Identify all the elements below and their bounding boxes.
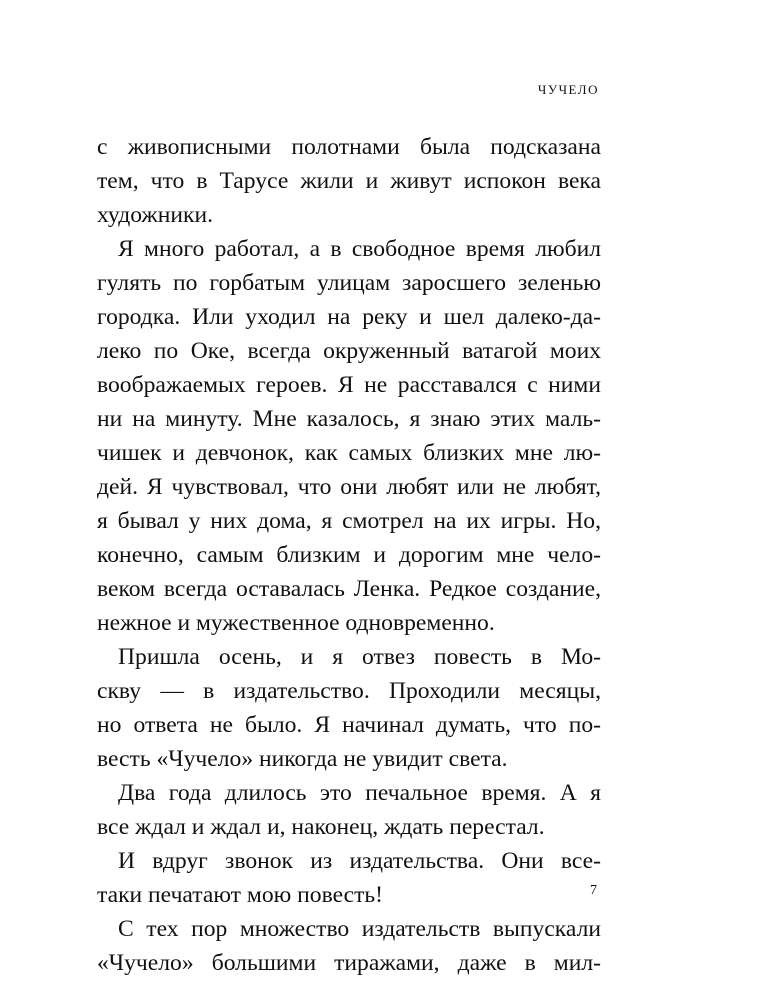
text-line: дей. Я чувствовал, что они любят или не любят, — [97, 474, 601, 500]
text-line: но ответа не было. Я начинал думать, что по- — [97, 712, 601, 738]
text-line: Пришла осень, и я отвез повесть в Мо- — [118, 644, 601, 670]
text-line: все ждал и ждал и, наконец, ждать перестал. — [97, 814, 545, 840]
text-line: я бывал у них дома, я смотрел на их игры. Но, — [97, 508, 601, 534]
text-line: Я много работал, а в свободное время любил — [118, 236, 601, 262]
text-line: веком всегда оставалась Ленка. Редкое создание, — [97, 576, 601, 602]
text-line: скву — в издательство. Проходили месяцы, — [97, 678, 601, 704]
text-line: художники. — [97, 202, 213, 228]
text-line: ни на минуту. Мне казалось, я знаю этих маль- — [97, 406, 601, 432]
text-line: Два года длилось это печальное время. А я — [118, 780, 601, 806]
text-line: И вдруг звонок из издательства. Они все- — [118, 848, 601, 874]
text-line: конечно, самым близким и дорогим мне чело- — [97, 542, 601, 568]
running-head: ЧУЧЕЛО — [537, 82, 599, 97]
text-line: тем, что в Тарусе жили и живут испокон века — [97, 168, 601, 194]
text-line: весть «Чучело» никогда не увидит света. — [97, 746, 508, 772]
text-line: гулять по горбатым улицам заросшего зеленью — [97, 270, 601, 296]
text-line: таки печатают мою повесть! — [97, 882, 384, 908]
text-line: нежное и мужественное одновременно. — [97, 610, 495, 636]
text-line: чишек и девчонок, как самых близких мне лю- — [97, 440, 601, 466]
page-number: 7 — [590, 883, 597, 898]
text-line: леко по Оке, всегда окруженный ватагой моих — [97, 338, 601, 364]
text-line: воображаемых героев. Я не расставался с ними — [97, 372, 601, 398]
text-line: городка. Или уходил на реку и шел далеко-да- — [97, 304, 601, 330]
text-line: С тех пор множество издательств выпускали — [118, 916, 601, 942]
text-line: «Чучело» большими тиражами, даже в мил- — [97, 950, 601, 976]
text-line: с живописными полотнами была подсказана — [97, 134, 601, 160]
body-text — [97, 130, 601, 980]
